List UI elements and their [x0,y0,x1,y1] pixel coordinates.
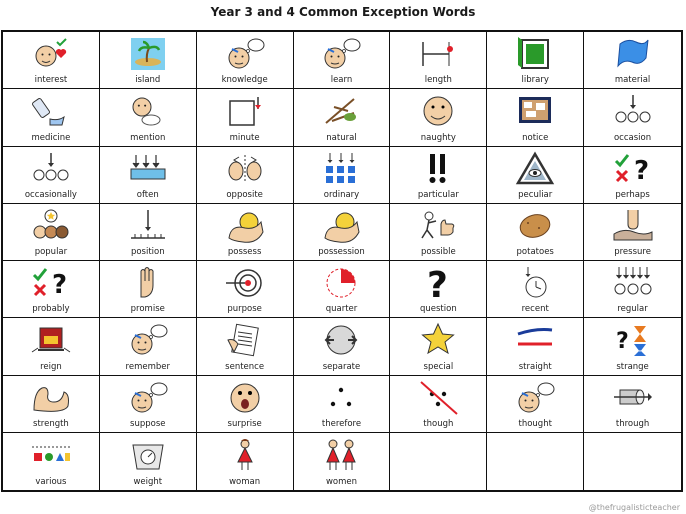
head-thinking-icon [100,322,196,358]
head-speaking-icon [100,93,196,129]
straight-line-icon [487,322,583,358]
word-label: surprise [227,418,262,429]
empty-cell [487,433,584,490]
scales-icon [100,437,196,473]
head-thinking-icon [294,36,390,72]
finger-press-icon [584,208,681,244]
tube-arrow-icon [584,380,681,416]
word-label: weight [133,477,163,487]
word-label: strange [616,361,649,372]
word-label: purpose [227,304,262,315]
word-label: pressure [614,247,651,257]
word-label: learn [330,75,353,86]
opposite-faces-icon [197,151,293,187]
word-label: recent [521,304,549,315]
svg-text:?: ? [615,329,629,355]
word-label: occasionally [24,189,77,200]
quarter-circle-icon [294,265,390,301]
word-label: often [136,189,159,200]
clocks-arrow-icon [3,151,99,187]
word-card-possible [390,204,487,261]
word-card-quarter [294,261,391,318]
word-card-often [100,147,197,204]
word-label: medicine [31,132,71,143]
word-label: strength [33,418,69,429]
word-card-purpose [197,261,294,318]
word-card-separate [294,318,391,375]
clock-arrow-icon [487,265,583,301]
question-mark-icon [390,265,486,301]
potato-icon [487,208,583,244]
word-label: reign [40,361,62,372]
woman-icon [197,437,293,473]
word-card-minute [197,89,294,146]
word-card-position [100,204,197,261]
empty-cell [584,433,681,490]
word-label: quarter [325,304,358,315]
strange-shapes-icon [584,322,681,358]
word-card-women [294,433,391,490]
word-label: occasion [613,132,652,143]
face-icon [390,93,486,129]
exclamation-icon [390,151,486,187]
page-title: Year 3 and 4 Common Exception Words [210,5,476,19]
medicine-bottle-icon [3,93,99,129]
clocks-arrow-icon [584,93,681,129]
word-card-material [584,32,681,89]
word-label: island [135,75,161,86]
tick-cross-question-icon [584,151,681,187]
word-card-ordinary [294,147,391,204]
word-label: separate [322,361,361,372]
word-label: popular [34,247,68,257]
word-card-notice [487,89,584,146]
word-label: material [614,75,651,86]
word-label: remember [125,361,170,372]
svg-text:?: ? [51,270,68,300]
word-card-suppose [100,376,197,433]
word-card-opposite [197,147,294,204]
word-card-various [3,433,100,490]
word-label: interest [34,75,68,86]
word-label: peculiar [518,189,553,200]
word-card-woman [197,433,294,490]
star-icon [390,322,486,358]
crossed-dots-icon [390,380,486,416]
triangle-eye-icon [487,151,583,187]
word-card-learn [294,32,391,89]
word-label: notice [522,132,549,143]
word-label: though [423,418,454,429]
word-label: women [325,477,358,487]
word-label: perhaps [615,189,650,200]
word-label: special [423,361,454,372]
surprised-face-icon [197,380,293,416]
word-card-weight [100,433,197,490]
people-star-icon [3,208,99,244]
empty-cell [390,433,487,490]
word-card-library [487,32,584,89]
word-label: possess [227,247,262,257]
word-label: particular [417,189,459,200]
tick-cross-question-icon [3,265,99,301]
word-label: suppose [130,418,166,429]
word-card-mention [100,89,197,146]
word-card-special [390,318,487,375]
word-card-therefore [294,376,391,433]
head-thinking-icon [487,380,583,416]
word-label: various [35,477,67,487]
word-card-promise [100,261,197,318]
writing-hand-icon [197,322,293,358]
women-icon [294,437,390,473]
person-thumbs-up-icon [390,208,486,244]
therefore-dots-icon [294,380,390,416]
word-card-possession [294,204,391,261]
fabric-icon [584,36,681,72]
hands-ball-icon [294,208,390,244]
noticeboard-icon [487,93,583,129]
hand-promise-icon [100,265,196,301]
word-card-occasion [584,89,681,146]
word-card-particular [390,147,487,204]
word-card-reign [3,318,100,375]
word-label: minute [229,132,260,143]
word-label: knowledge [221,75,268,86]
throne-icon [3,322,99,358]
word-card-island [100,32,197,89]
square-arrow-icon [197,93,293,129]
word-card-pressure [584,204,681,261]
shapes-row-icon [3,437,99,473]
word-card-straight [487,318,584,375]
head-thinking-icon [100,380,196,416]
word-label: mention [130,132,166,143]
word-card-sentence [197,318,294,375]
word-label: question [419,304,457,315]
word-card-naughty [390,89,487,146]
svg-text:?: ? [427,265,449,301]
word-card-interest [3,32,100,89]
word-card-strange [584,318,681,375]
arrows-row-icon [100,151,196,187]
word-card-knowledge [197,32,294,89]
word-card-regular [584,261,681,318]
twigs-icon [294,93,390,129]
word-label: naughty [420,132,456,143]
head-thinking-icon [197,36,293,72]
word-card-natural [294,89,391,146]
word-card-question [390,261,487,318]
island-icon [100,36,196,72]
word-label: probably [32,304,70,315]
separate-circle-icon [294,322,390,358]
word-card-thought [487,376,584,433]
word-card-medicine [3,89,100,146]
word-card-popular [3,204,100,261]
word-card-through [584,376,681,433]
word-label: possession [318,247,365,257]
word-card-perhaps [584,147,681,204]
word-card-peculiar [487,147,584,204]
word-label: position [130,247,165,257]
word-label: thought [518,418,552,429]
word-card-occasionally [3,147,100,204]
clocks-arrows-icon [584,265,681,301]
svg-text:?: ? [633,155,649,186]
word-label: length [424,75,452,86]
position-arrow-icon [100,208,196,244]
word-card-remember [100,318,197,375]
word-card-probably [3,261,100,318]
word-label: opposite [226,189,263,200]
word-label: straight [518,361,552,372]
hands-ball-icon [197,208,293,244]
word-label: natural [326,132,357,143]
word-card-length [390,32,487,89]
word-label: promise [130,304,165,315]
muscle-icon [3,380,99,416]
word-card-possess [197,204,294,261]
word-label: possible [420,247,456,257]
word-label: woman [229,477,261,487]
shapes-arrows-icon [294,151,390,187]
word-card-potatoes [487,204,584,261]
word-card-though [390,376,487,433]
target-icon [197,265,293,301]
word-card-recent [487,261,584,318]
word-label: ordinary [323,189,360,200]
word-label: regular [617,304,648,315]
length-measure-icon [390,36,486,72]
book-icon [487,36,583,72]
head-heart-icon [3,36,99,72]
credit-text: @thefrugalisticteacher [588,503,680,512]
word-card-strength [3,376,100,433]
word-label: potatoes [516,247,554,257]
word-label: therefore [321,418,362,429]
word-grid [1,30,683,492]
word-label: library [521,75,549,86]
word-label: sentence [225,361,265,372]
word-card-surprise [197,376,294,433]
word-label: through [615,418,650,429]
